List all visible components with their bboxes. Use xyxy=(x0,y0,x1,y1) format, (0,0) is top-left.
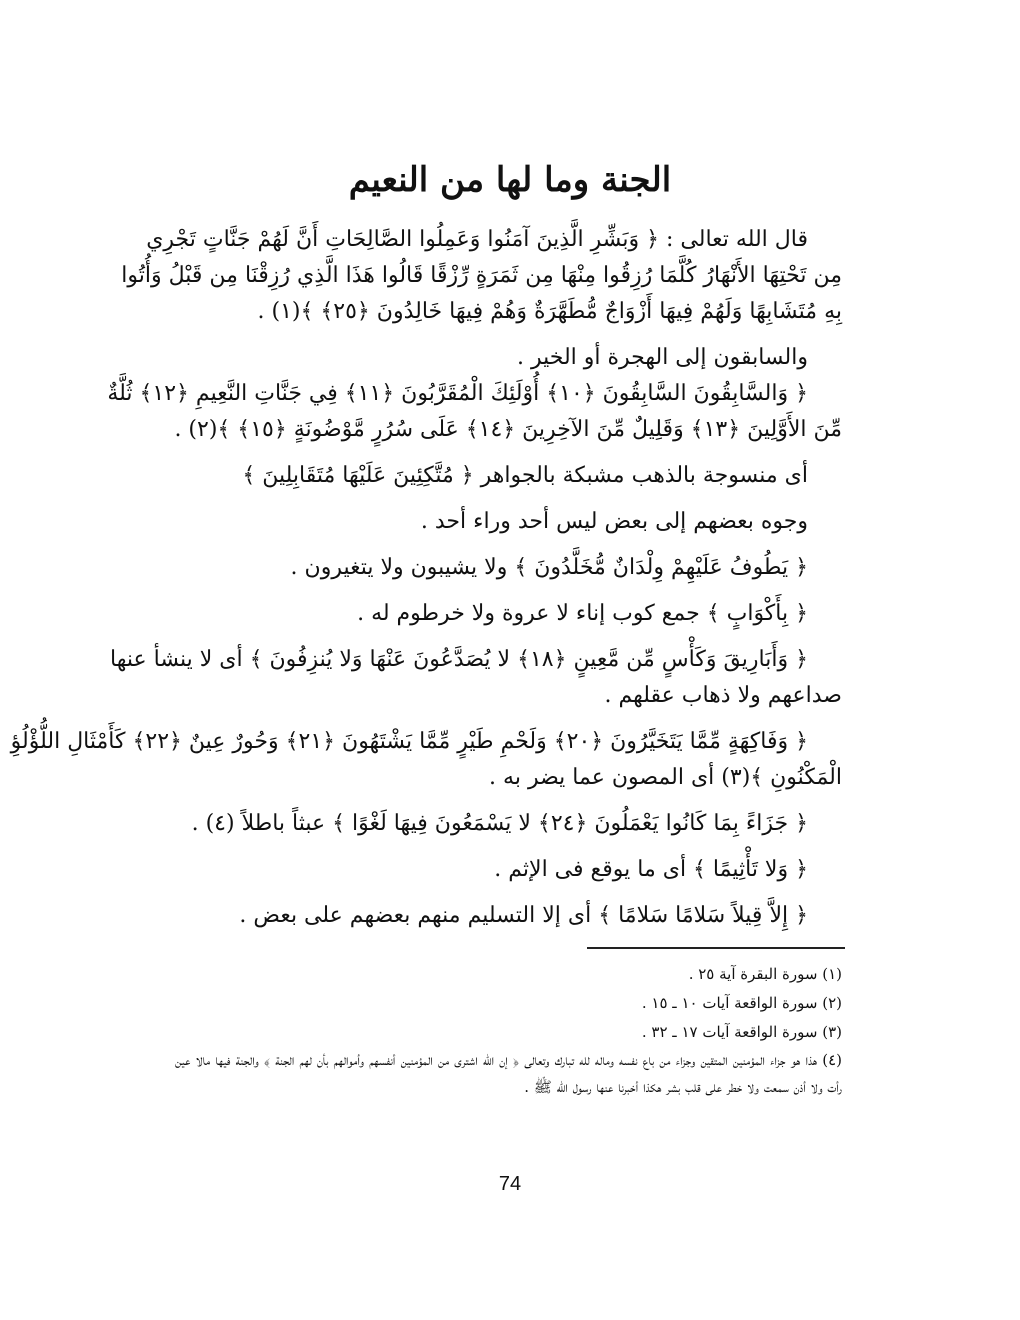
text-line: ﴿ وَالسَّابِقُونَ السَّابِقُونَ ﴿١٠﴾ أُوْلَئِكَ الْمُقَرَّبُونَ ﴿١١﴾ فِي جَنَّاتِ النَّعِيمِ ﴿١٢﴾ ثُلَّةٌ xyxy=(107,381,808,406)
paragraph-2 xyxy=(160,340,842,376)
text-line: أى منسوجة بالذهب مشبكة بالجواهر ﴿ مُتَّكِئِينَ عَلَيْهَا مُتَقَابِلِينَ ﴾ xyxy=(242,463,808,488)
text-line: الْمَكْنُونِ ﴾(٣) أى المصون عما يضر به . xyxy=(489,765,842,790)
footnote-3: (٣) سورة الواقعة آيات ١٧ ـ ٣٢ . xyxy=(641,1023,842,1041)
text-line: ﴿ إِلاَّ قِيلاً سَلامًا سَلامًا ﴾ أى إلا التسليم منهم بعضهم على بعض . xyxy=(239,903,808,928)
paragraph-10 xyxy=(160,806,842,842)
text-line: ﴿ وَلا تَأْثِيمًا ﴾ أى ما يوقع فى الإثم . xyxy=(494,857,808,882)
text-line: ﴿ وَفَاكِهَةٍ مِّمَّا يَتَخَيَّرُونَ ﴿٢٠﴾ وَلَحْمِ طَيْرٍ مِّمَّا يَشْتَهُونَ ﴿٢١﴾ وَحُورٌ عِينٌ ﴿٢٢﴾ كَأَمْثَالِ اللُّؤْلُؤِ xyxy=(10,729,808,754)
text-line: بِهِ مُتَشَابِهًا وَلَهُمْ فِيهَا أَزْوَاجٌ مُّطَهَّرَةٌ وَهُمْ فِيهَا خَالِدُونَ ﴿٢٥﴾ ﴾(١) . xyxy=(257,299,842,324)
page-number: 74 xyxy=(498,1173,522,1195)
text-line: مِّنَ الأَوَّلِينَ ﴿١٣﴾ وَقَلِيلٌ مِّنَ الآخِرِينَ ﴿١٤﴾ عَلَى سُرُرٍ مَّوْضُونَةٍ ﴿١٥﴾ ﴾(٢) . xyxy=(174,417,842,442)
page-title: الجنة وما لها من النعيم xyxy=(348,160,672,200)
paragraph-8 xyxy=(110,642,842,714)
paragraph-3 xyxy=(107,376,842,448)
body-text xyxy=(10,222,842,934)
text-line: قال الله تعالى : ﴿ وَبَشِّرِ الَّذِينَ آمَنُوا وَعَمِلُوا الصَّالِحَاتِ أَنَّ لَهُمْ جَنَّاتٍ تَجْرِي xyxy=(146,227,808,252)
text-line: ﴿ جَزَاءً بِمَا كَانُوا يَعْمَلُونَ ﴿٢٤﴾ لا يَسْمَعُونَ فِيهَا لَغْوًا ﴾ عبثاً باطلاً (٤) . xyxy=(191,811,808,836)
footnotes xyxy=(175,960,842,1101)
paragraph-5 xyxy=(160,504,842,540)
paragraph-12 xyxy=(160,898,842,934)
footnote-4: (٤) هذا هو جزاء المؤمنين المتقين وجزاء من باع نفسه وماله لله تبارك وتعالى ﴿ إن الله اشترى من المؤمنين أنفسهم وأموالهم بأن لهم الجنة ﴾ والجنة فيها مالا عين رأت ولا أذن سمعت ولا خطر على قلب بشر هكذا أخبرنا عنها رسول الله ﷺ . xyxy=(175,1051,842,1096)
footnote-1: (١) سورة البقرة آية ٢٥ . xyxy=(688,965,842,983)
paragraph-9 xyxy=(10,724,842,796)
footnote-divider xyxy=(587,947,845,949)
text-line: ﴿ بِأَكْوَابٍ ﴾ جمع كوب إناء لا عروة ولا خرطوم له . xyxy=(357,601,808,626)
paragraph-4 xyxy=(160,458,842,494)
text-line: صداعهم ولا ذهاب عقلهم . xyxy=(604,683,842,708)
paragraph-1 xyxy=(121,222,842,330)
text-line: ﴿ يَطُوفُ عَلَيْهِمْ وِلْدَانٌ مُّخَلَّدُونَ ﴾ ولا يشيبون ولا يتغيرون . xyxy=(290,555,808,580)
text-line: مِن تَحْتِهَا الأَنْهَارُ كُلَّمَا رُزِقُوا مِنْهَا مِن ثَمَرَةٍ رِّزْقًا قَالُوا هَذَا الَّذِي رُزِقْنَا مِن قَبْلُ وَأُتُوا xyxy=(121,263,842,288)
footnote-2: (٢) سورة الواقعة آيات ١٠ ـ ١٥ . xyxy=(641,994,842,1012)
paragraph-7 xyxy=(160,596,842,632)
text-line: والسابقون إلى الهجرة أو الخير . xyxy=(516,345,808,370)
paragraph-11 xyxy=(160,852,842,888)
text-line: ﴿ وَأَبَارِيقَ وَكَأْسٍ مِّن مَّعِينٍ ﴿١٨﴾ لا يُصَدَّعُونَ عَنْهَا وَلا يُنزِفُونَ ﴾ أى لا ينشأ عنها xyxy=(110,647,808,672)
text-line: وجوه بعضهم إلى بعض ليس أحد وراء أحد . xyxy=(420,509,808,534)
paragraph-6 xyxy=(160,550,842,586)
